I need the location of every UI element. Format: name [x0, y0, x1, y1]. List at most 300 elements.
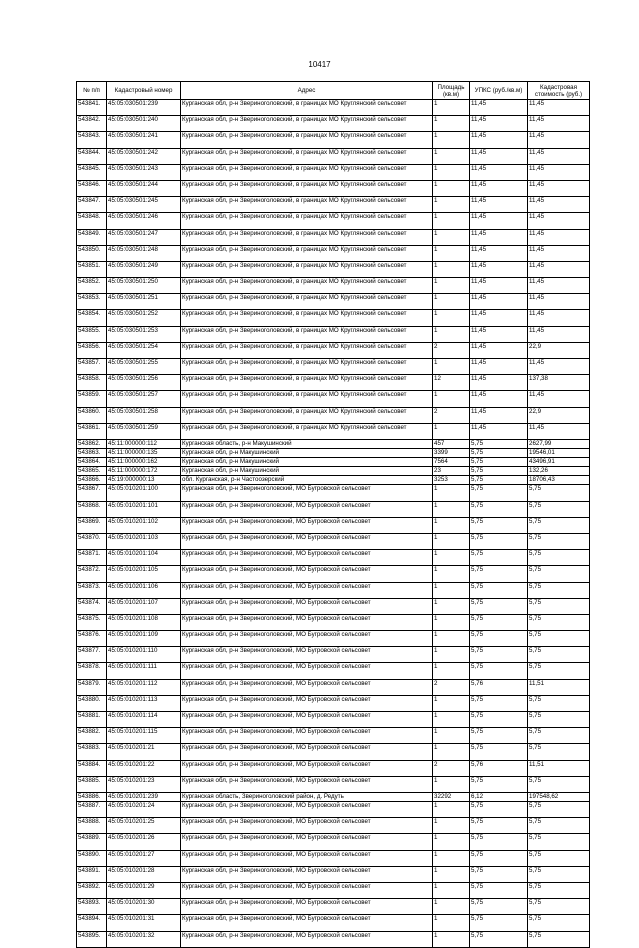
cell-cadastral: 45:05:030501:251	[107, 294, 181, 310]
cell-address: Курганская обл, р-н Звериноголовский, МО Бугровской сельсовет	[181, 915, 433, 931]
cell-address: Курганская обл, р-н Звериноголовский, в границах МО Круглянский сельсовет	[181, 407, 433, 423]
cell-upks: 5,75	[470, 802, 528, 818]
cell-area: 12	[433, 375, 470, 391]
cell-cost: 11,45	[528, 213, 590, 229]
cell-upks: 11,45	[470, 116, 528, 132]
cell-area: 1	[433, 631, 470, 647]
header-cost: Кадастровая стоимость (руб.)	[528, 82, 590, 100]
cell-upks: 5,75	[470, 517, 528, 533]
cell-upks: 11,45	[470, 310, 528, 326]
cell-num: 543845.	[77, 164, 107, 180]
cell-num: 543861.	[77, 423, 107, 439]
cell-cost: 11,45	[528, 197, 590, 213]
cell-cost: 5,75	[528, 883, 590, 899]
table-row	[77, 566, 590, 582]
cell-cadastral: 45:05:030501:241	[107, 132, 181, 148]
cell-address: Курганская обл, р-н Макушинский	[181, 458, 433, 467]
cell-area: 1	[433, 566, 470, 582]
cell-upks: 5,75	[470, 566, 528, 582]
cell-cost: 5,75	[528, 776, 590, 792]
cell-address: Курганская обл, р-н Звериноголовский, МО Бугровской сельсовет	[181, 883, 433, 899]
cell-upks: 11,45	[470, 213, 528, 229]
cell-address: Курганская обл, р-н Звериноголовский, МО Бугровской сельсовет	[181, 550, 433, 566]
cell-address: Курганская обл, р-н Звериноголовский, МО Бугровской сельсовет	[181, 533, 433, 549]
cell-address: Курганская обл, р-н Звериноголовский, МО Бугровской сельсовет	[181, 802, 433, 818]
cell-area: 1	[433, 712, 470, 728]
cell-cost: 5,75	[528, 517, 590, 533]
cell-upks: 5,75	[470, 458, 528, 467]
cell-upks: 5,75	[470, 582, 528, 598]
cell-cost: 11,45	[528, 261, 590, 277]
cell-cost: 5,75	[528, 501, 590, 517]
cell-cost: 5,75	[528, 899, 590, 915]
cell-cadastral: 45:05:010201:21	[107, 744, 181, 760]
cell-cadastral: 45:05:030501:256	[107, 375, 181, 391]
cell-cost: 18706,43	[528, 476, 590, 485]
cell-address: Курганская обл, р-н Звериноголовский, в границах МО Круглянский сельсовет	[181, 359, 433, 375]
cell-num: 543841.	[77, 100, 107, 116]
cell-address: Курганская обл, р-н Звериноголовский, в границах МО Круглянский сельсовет	[181, 326, 433, 342]
table-row	[77, 792, 590, 801]
cell-cost: 11,51	[528, 760, 590, 776]
cell-upks: 11,45	[470, 294, 528, 310]
cell-num: 543842.	[77, 116, 107, 132]
table-row	[77, 197, 590, 213]
cell-area: 1	[433, 359, 470, 375]
cell-address: Курганская обл, р-н Звериноголовский, в границах МО Круглянский сельсовет	[181, 180, 433, 196]
cell-num: 543882.	[77, 728, 107, 744]
table-row	[77, 728, 590, 744]
cell-cadastral: 45:05:030501:250	[107, 278, 181, 294]
table-row	[77, 326, 590, 342]
cell-cadastral: 45:05:010201:101	[107, 501, 181, 517]
cell-cost: 5,75	[528, 566, 590, 582]
cell-upks: 5,75	[470, 533, 528, 549]
cell-num: 543873.	[77, 582, 107, 598]
cell-num: 543888.	[77, 818, 107, 834]
cell-num: 543855.	[77, 326, 107, 342]
cell-address: Курганская обл, р-н Звериноголовский, МО Бугровской сельсовет	[181, 866, 433, 882]
cell-cadastral: 45:05:010201:107	[107, 598, 181, 614]
cell-num: 543883.	[77, 744, 107, 760]
cell-num: 543866.	[77, 476, 107, 485]
cell-address: Курганская обл, р-н Звериноголовский, МО Бугровской сельсовет	[181, 776, 433, 792]
cell-upks: 6,12	[470, 792, 528, 801]
cell-upks: 5,75	[470, 449, 528, 458]
cell-cost: 5,75	[528, 631, 590, 647]
cell-cadastral: 45:05:030501:246	[107, 213, 181, 229]
table-row	[77, 712, 590, 728]
cell-area: 1	[433, 744, 470, 760]
cell-num: 543871.	[77, 550, 107, 566]
cell-address: Курганская обл, р-н Звериноголовский, МО Бугровской сельсовет	[181, 728, 433, 744]
cell-cost: 5,75	[528, 915, 590, 931]
table-row	[77, 501, 590, 517]
cell-cost: 5,75	[528, 712, 590, 728]
cell-num: 543857.	[77, 359, 107, 375]
cell-address: Курганская обл, р-н Звериноголовский, в границах МО Круглянский сельсовет	[181, 197, 433, 213]
cell-cadastral: 45:05:010201:25	[107, 818, 181, 834]
cell-area: 1	[433, 229, 470, 245]
cell-area: 1	[433, 261, 470, 277]
cell-area: 1	[433, 485, 470, 501]
cell-area: 1	[433, 728, 470, 744]
cell-area: 32292	[433, 792, 470, 801]
cell-cadastral: 45:05:010201:113	[107, 695, 181, 711]
cell-area: 1	[433, 294, 470, 310]
cell-cadastral: 45:05:030501:254	[107, 342, 181, 358]
header-address: Адрес	[181, 82, 433, 100]
cell-cost: 5,75	[528, 614, 590, 630]
cell-cadastral: 45:05:010201:32	[107, 931, 181, 947]
table-row	[77, 850, 590, 866]
cell-upks: 5,75	[470, 883, 528, 899]
cell-upks: 5,75	[470, 476, 528, 485]
table-row	[77, 439, 590, 448]
cell-cost: 11,45	[528, 278, 590, 294]
cell-cadastral: 45:05:010201:108	[107, 614, 181, 630]
cell-cost: 22,9	[528, 407, 590, 423]
cell-num: 543854.	[77, 310, 107, 326]
cell-num: 543890.	[77, 850, 107, 866]
cell-num: 543892.	[77, 883, 107, 899]
cell-cadastral: 45:05:010201:115	[107, 728, 181, 744]
cell-cadastral: 45:05:030501:244	[107, 180, 181, 196]
cell-upks: 11,45	[470, 391, 528, 407]
cell-address: Курганская обл, р-н Звериноголовский, МО Бугровской сельсовет	[181, 899, 433, 915]
cell-num: 543843.	[77, 132, 107, 148]
cell-area: 1	[433, 834, 470, 850]
cell-num: 543862.	[77, 439, 107, 448]
cell-cost: 11,45	[528, 245, 590, 261]
cell-address: Курганская обл, р-н Звериноголовский, в границах МО Круглянский сельсовет	[181, 391, 433, 407]
cell-num: 543872.	[77, 566, 107, 582]
cell-cost: 11,45	[528, 391, 590, 407]
cell-num: 543867.	[77, 485, 107, 501]
cell-address: Курганская обл, р-н Звериноголовский, МО Бугровской сельсовет	[181, 834, 433, 850]
cell-num: 543870.	[77, 533, 107, 549]
cell-upks: 11,45	[470, 132, 528, 148]
table-row	[77, 148, 590, 164]
cell-num: 543851.	[77, 261, 107, 277]
cell-upks: 5,75	[470, 818, 528, 834]
cell-upks: 11,45	[470, 423, 528, 439]
header-area: Площадь (кв.м)	[433, 82, 470, 100]
cell-area: 2	[433, 342, 470, 358]
cell-address: Курганская обл, р-н Звериноголовский, МО Бугровской сельсовет	[181, 712, 433, 728]
cell-area: 1	[433, 818, 470, 834]
cell-address: Курганская обл, р-н Звериноголовский, МО Бугровской сельсовет	[181, 582, 433, 598]
cell-address: Курганская обл, р-н Звериноголовский, МО Бугровской сельсовет	[181, 760, 433, 776]
table-row	[77, 517, 590, 533]
cell-address: Курганская обл, р-н Звериноголовский, МО Бугровской сельсовет	[181, 744, 433, 760]
cell-cost: 11,45	[528, 326, 590, 342]
cell-area: 1	[433, 245, 470, 261]
cell-cadastral: 45:05:030501:255	[107, 359, 181, 375]
table-row	[77, 458, 590, 467]
table-row	[77, 776, 590, 792]
table-row	[77, 229, 590, 245]
cell-address: Курганская обл, р-н Звериноголовский, в границах МО Круглянский сельсовет	[181, 310, 433, 326]
table-row	[77, 294, 590, 310]
cell-cost: 2627,99	[528, 439, 590, 448]
cell-cost: 5,75	[528, 866, 590, 882]
cell-address: Курганская обл, р-н Звериноголовский, в границах МО Круглянский сельсовет	[181, 148, 433, 164]
cell-cadastral: 45:11:000000:135	[107, 449, 181, 458]
cell-upks: 5,75	[470, 776, 528, 792]
cell-upks: 11,45	[470, 278, 528, 294]
cell-cadastral: 45:05:010201:100	[107, 485, 181, 501]
cell-num: 543860.	[77, 407, 107, 423]
table-row	[77, 647, 590, 663]
cell-area: 1	[433, 197, 470, 213]
cell-cadastral: 45:05:010201:30	[107, 899, 181, 915]
cell-cadastral: 45:05:030501:240	[107, 116, 181, 132]
cell-num: 543886.	[77, 792, 107, 801]
cell-area: 1	[433, 310, 470, 326]
cell-num: 543864.	[77, 458, 107, 467]
cell-upks: 5,75	[470, 834, 528, 850]
table-row	[77, 614, 590, 630]
cell-upks: 5,75	[470, 866, 528, 882]
cell-area: 1	[433, 148, 470, 164]
cell-address: Курганская обл, р-н Макушинский	[181, 467, 433, 476]
cell-cadastral: 45:05:010201:239	[107, 792, 181, 801]
cell-num: 543846.	[77, 180, 107, 196]
cell-cost: 5,75	[528, 834, 590, 850]
cell-cost: 11,45	[528, 116, 590, 132]
cell-address: Курганская обл, р-н Звериноголовский, в границах МО Круглянский сельсовет	[181, 375, 433, 391]
cell-num: 543884.	[77, 760, 107, 776]
cell-upks: 11,45	[470, 197, 528, 213]
cell-area: 1	[433, 501, 470, 517]
cell-area: 1	[433, 213, 470, 229]
cell-address: Курганская обл, р-н Звериноголовский, в границах МО Круглянский сельсовет	[181, 164, 433, 180]
cell-cadastral: 45:05:030501:245	[107, 197, 181, 213]
table-row	[77, 449, 590, 458]
cell-cadastral: 45:05:010201:103	[107, 533, 181, 549]
cell-address: Курганская область, Звериноголовский район, д. Редуть	[181, 792, 433, 801]
table-row	[77, 278, 590, 294]
cell-area: 3399	[433, 449, 470, 458]
table-row	[77, 550, 590, 566]
cell-address: Курганская обл, р-н Звериноголовский, МО Бугровской сельсовет	[181, 485, 433, 501]
cell-num: 543895.	[77, 931, 107, 947]
cell-area: 1	[433, 550, 470, 566]
cell-cadastral: 45:05:030501:249	[107, 261, 181, 277]
cell-area: 1	[433, 695, 470, 711]
cell-num: 543876.	[77, 631, 107, 647]
cell-cadastral: 45:05:030501:243	[107, 164, 181, 180]
table-row	[77, 931, 590, 947]
cell-cost: 22,9	[528, 342, 590, 358]
cell-address: Курганская обл, р-н Звериноголовский, МО Бугровской сельсовет	[181, 598, 433, 614]
cell-cadastral: 45:05:030501:242	[107, 148, 181, 164]
cell-cadastral: 45:05:030501:259	[107, 423, 181, 439]
cell-upks: 5,75	[470, 728, 528, 744]
cell-cadastral: 45:05:010201:109	[107, 631, 181, 647]
cell-num: 543849.	[77, 229, 107, 245]
cell-upks: 5,75	[470, 663, 528, 679]
cell-cadastral: 45:05:010201:111	[107, 663, 181, 679]
page-number: 10417	[308, 60, 331, 69]
cell-num: 543877.	[77, 647, 107, 663]
cell-area: 2	[433, 679, 470, 695]
cell-upks: 5,75	[470, 550, 528, 566]
cell-upks: 11,45	[470, 326, 528, 342]
cell-cost: 5,75	[528, 663, 590, 679]
header-upks: УПКС (руб./кв.м)	[470, 82, 528, 100]
cell-num: 543869.	[77, 517, 107, 533]
cell-area: 1	[433, 776, 470, 792]
cell-address: Курганская обл, р-н Звериноголовский, в границах МО Круглянский сельсовет	[181, 278, 433, 294]
table-row	[77, 116, 590, 132]
table-row	[77, 375, 590, 391]
table-row	[77, 802, 590, 818]
cell-num: 543852.	[77, 278, 107, 294]
cell-cost: 11,45	[528, 423, 590, 439]
table-row	[77, 359, 590, 375]
cell-area: 3253	[433, 476, 470, 485]
cell-cost: 11,45	[528, 164, 590, 180]
cell-upks: 5,75	[470, 614, 528, 630]
cell-cadastral: 45:05:010201:29	[107, 883, 181, 899]
table-row	[77, 423, 590, 439]
cell-address: Курганская обл, р-н Звериноголовский, в границах МО Круглянский сельсовет	[181, 245, 433, 261]
cell-cost: 5,75	[528, 744, 590, 760]
cell-cost: 5,75	[528, 533, 590, 549]
table-body	[77, 100, 590, 948]
cell-area: 1	[433, 899, 470, 915]
cell-area: 1	[433, 647, 470, 663]
table-row	[77, 407, 590, 423]
cell-upks: 11,45	[470, 359, 528, 375]
cell-upks: 11,45	[470, 407, 528, 423]
cell-cadastral: 45:05:010201:114	[107, 712, 181, 728]
cell-num: 543894.	[77, 915, 107, 931]
cell-cadastral: 45:05:010201:104	[107, 550, 181, 566]
table-row	[77, 132, 590, 148]
cell-area: 1	[433, 931, 470, 947]
cell-cost: 5,75	[528, 728, 590, 744]
cell-cadastral: 45:05:030501:257	[107, 391, 181, 407]
cell-cost: 5,75	[528, 598, 590, 614]
cell-num: 543879.	[77, 679, 107, 695]
cell-num: 543874.	[77, 598, 107, 614]
cell-address: Курганская обл, р-н Звериноголовский, МО Бугровской сельсовет	[181, 501, 433, 517]
cell-address: Курганская обл, р-н Звериноголовский, МО Бугровской сельсовет	[181, 517, 433, 533]
cell-num: 543856.	[77, 342, 107, 358]
cell-upks: 11,45	[470, 164, 528, 180]
table-row	[77, 100, 590, 116]
cell-upks: 11,45	[470, 261, 528, 277]
cell-area: 1	[433, 116, 470, 132]
cell-upks: 11,45	[470, 375, 528, 391]
cell-cadastral: 45:05:010201:110	[107, 647, 181, 663]
cell-upks: 5,75	[470, 501, 528, 517]
cell-cadastral: 45:05:030501:239	[107, 100, 181, 116]
table-row	[77, 391, 590, 407]
cell-cadastral: 45:05:010201:26	[107, 834, 181, 850]
cell-cost: 132,26	[528, 467, 590, 476]
cell-area: 1	[433, 883, 470, 899]
cell-cost: 5,75	[528, 931, 590, 947]
table-row	[77, 164, 590, 180]
cell-upks: 5,75	[470, 931, 528, 947]
cell-cadastral: 45:05:030501:247	[107, 229, 181, 245]
cell-upks: 5,75	[470, 915, 528, 931]
cell-area: 1	[433, 180, 470, 196]
cell-num: 543868.	[77, 501, 107, 517]
cell-cost: 5,75	[528, 485, 590, 501]
cell-area: 2	[433, 407, 470, 423]
table-row	[77, 598, 590, 614]
cell-cadastral: 45:05:030501:248	[107, 245, 181, 261]
table-row	[77, 899, 590, 915]
cell-address: Курганская обл, р-н Звериноголовский, в границах МО Круглянский сельсовет	[181, 342, 433, 358]
cell-num: 543850.	[77, 245, 107, 261]
cell-cost: 11,51	[528, 679, 590, 695]
cell-num: 543875.	[77, 614, 107, 630]
cell-cost: 5,75	[528, 802, 590, 818]
cell-cadastral: 45:05:030501:258	[107, 407, 181, 423]
table-row	[77, 476, 590, 485]
cell-upks: 11,45	[470, 180, 528, 196]
cell-address: Курганская обл, р-н Звериноголовский, в границах МО Круглянский сельсовет	[181, 294, 433, 310]
cell-area: 1	[433, 533, 470, 549]
header-num: № п/п	[77, 82, 107, 100]
cell-num: 543885.	[77, 776, 107, 792]
cell-cadastral: 45:11:000000:162	[107, 458, 181, 467]
cell-cost: 5,75	[528, 818, 590, 834]
cell-area: 1	[433, 326, 470, 342]
table-row	[77, 760, 590, 776]
cell-area: 2	[433, 760, 470, 776]
cell-address: Курганская обл, р-н Звериноголовский, МО Бугровской сельсовет	[181, 818, 433, 834]
table-row	[77, 883, 590, 899]
table-row	[77, 342, 590, 358]
cell-cost: 11,45	[528, 132, 590, 148]
cell-upks: 5,75	[470, 598, 528, 614]
table-row	[77, 533, 590, 549]
table-row	[77, 744, 590, 760]
cell-num: 543844.	[77, 148, 107, 164]
table-row	[77, 310, 590, 326]
cell-area: 1	[433, 866, 470, 882]
cell-num: 543858.	[77, 375, 107, 391]
cell-cost: 5,75	[528, 695, 590, 711]
cell-area: 457	[433, 439, 470, 448]
cell-cadastral: 45:05:030501:252	[107, 310, 181, 326]
cell-upks: 11,45	[470, 148, 528, 164]
cell-num: 543880.	[77, 695, 107, 711]
cell-cadastral: 45:05:010201:27	[107, 850, 181, 866]
table-row	[77, 866, 590, 882]
cell-upks: 11,45	[470, 229, 528, 245]
cell-cost: 197548,62	[528, 792, 590, 801]
table-header-row	[77, 82, 590, 100]
cell-address: обл. Курганская, р-н Частоозерский	[181, 476, 433, 485]
table-row	[77, 485, 590, 501]
cell-area: 1	[433, 132, 470, 148]
cell-address: Курганская обл, р-н Звериноголовский, МО Бугровской сельсовет	[181, 566, 433, 582]
cell-area: 1	[433, 598, 470, 614]
cell-address: Курганская обл, р-н Звериноголовский, в границах МО Круглянский сельсовет	[181, 229, 433, 245]
cell-cost: 11,45	[528, 310, 590, 326]
table-row	[77, 915, 590, 931]
cell-area: 1	[433, 164, 470, 180]
table-row	[77, 695, 590, 711]
